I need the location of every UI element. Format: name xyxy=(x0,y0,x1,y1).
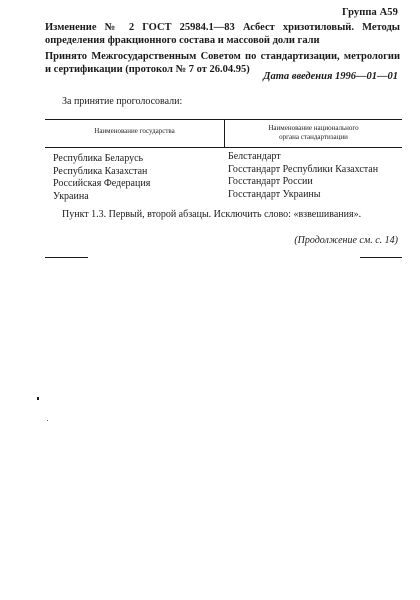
amendment-item: Пункт 1.3. Первый, второй абзацы. Исключить слово: «взвешивания». xyxy=(62,209,362,220)
introduction-date: Дата введения 1996—01—01 xyxy=(263,71,398,82)
amendment-title: Изменение № 2 ГОСТ 25984.1—83 Асбест хризотиловый. Методы определения фракционного состава и массовой доли гали xyxy=(45,22,400,46)
title-block xyxy=(45,21,400,76)
body-cell: Белстандарт xyxy=(228,151,281,162)
states-column xyxy=(53,153,150,203)
table-header-rule xyxy=(45,147,402,148)
adoption-statement: Принято Межгосударственным Советом по стандартизации, метрологии и сертификации (протокол № 7 от 26.04.95) xyxy=(45,51,400,75)
state-cell: Украина xyxy=(53,190,89,202)
state-cell: Республика Казахстан xyxy=(53,165,148,177)
voted-label: За принятие проголосовали: xyxy=(62,96,183,107)
state-cell: Республика Беларусь xyxy=(53,153,144,164)
scan-speck xyxy=(37,397,39,400)
table-header-body-line1: Наименование национального xyxy=(268,124,359,132)
body-cell: Госстандарт Украины xyxy=(228,188,321,200)
scan-speck xyxy=(47,420,48,421)
table-header-body-line2: органа стандартизации xyxy=(279,133,348,141)
continuation-note: (Продолжение см. с. 14) xyxy=(294,235,398,246)
group-label: Группа А59 xyxy=(341,7,398,18)
bodies-column xyxy=(228,151,378,201)
body-cell: Госстандарт Республики Казахстан xyxy=(228,163,379,175)
table-header-state: Наименование государства xyxy=(94,127,175,135)
footer-rule-right xyxy=(360,257,402,258)
body-cell: Госстандарт России xyxy=(228,176,313,187)
table-header-body xyxy=(225,124,402,142)
state-cell: Российская Федерация xyxy=(53,178,151,189)
footer-rule-left xyxy=(45,257,88,258)
